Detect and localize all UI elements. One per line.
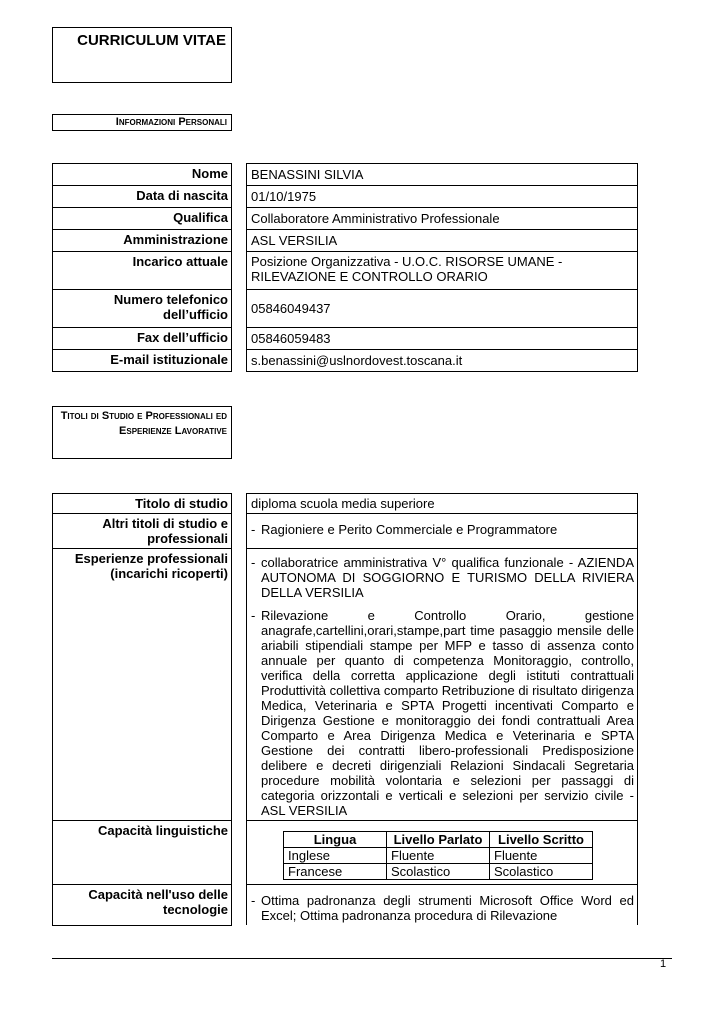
gap-cell bbox=[232, 252, 247, 290]
field-value: BENASSINI SILVIA bbox=[247, 164, 638, 186]
section-heading-personal: Informazioni Personali bbox=[52, 114, 232, 131]
table-row bbox=[53, 230, 638, 252]
field-label: Capacità linguistiche bbox=[53, 821, 232, 885]
table-row bbox=[53, 290, 638, 328]
bullet-dash: - bbox=[251, 893, 256, 908]
field-value bbox=[247, 549, 638, 821]
table-row bbox=[53, 350, 638, 372]
field-label: Qualifica bbox=[53, 208, 232, 230]
table-row bbox=[53, 208, 638, 230]
list-item-text: Rilevazione e Controllo Orario, gestione anagrafe,cartellini,orari,stampe,part time pasaggio mensile delle ariabili stipendiali stampe per MFP e tasso di assenza conto annuale per quanto di competenza Monitoraggio, controllo, verifica della corretta applicazione degli istituti contrattuali Produttività collettiva comparto Retribuzione di risultato dirigenza Medica, Veterinaria e SPTA Progetti incentivati Comparto e Dirigenza Gestione e monitoraggio dei fondi contrattuali Area Comparto e Area Dirigenza Medica e Veterinaria e SPTA Gestione dei contratti libero-professionali Predisposizione delibere e decreti dirigenziali Relazioni Sindacali Segretaria procedure mobilità volontaria e selezioni per passaggi di categoria orizzontali e verticali e selezioni per servizio civile - ASL VERSILIA bbox=[261, 608, 634, 818]
table-row bbox=[284, 848, 593, 864]
table-cell: Inglese bbox=[284, 848, 387, 864]
field-value: Posizione Organizzativa - U.O.C. RISORSE UMANE - RILEVAZIONE E CONTROLLO ORARIO bbox=[247, 252, 638, 290]
personal-info-table bbox=[52, 163, 638, 372]
field-label: Capacità nell'uso delle tecnologie bbox=[53, 885, 232, 926]
list-item bbox=[251, 555, 634, 600]
gap-cell bbox=[232, 290, 247, 328]
table-cell: Fluente bbox=[387, 848, 490, 864]
column-header: Lingua bbox=[284, 832, 387, 848]
table-row bbox=[53, 821, 638, 885]
gap-cell bbox=[232, 821, 247, 885]
page-number: 1 bbox=[660, 958, 667, 970]
field-value bbox=[247, 821, 638, 885]
field-value: Collaboratore Amministrativo Professionale bbox=[247, 208, 638, 230]
list-item bbox=[251, 522, 634, 537]
field-label: Numero telefonico dell’ufficio bbox=[53, 290, 232, 328]
table-row bbox=[53, 328, 638, 350]
gap-cell bbox=[232, 208, 247, 230]
gap-cell bbox=[232, 186, 247, 208]
field-label: E-mail istituzionale bbox=[53, 350, 232, 372]
bullet-dash: - bbox=[251, 608, 256, 623]
table-row bbox=[53, 252, 638, 290]
field-value: ASL VERSILIA bbox=[247, 230, 638, 252]
table-cell: Francese bbox=[284, 864, 387, 880]
studies-table bbox=[52, 493, 638, 926]
bullet-dash: - bbox=[251, 555, 256, 570]
section-heading-studies: Titoli di Studio e Professionali ed Esperienze Lavorative bbox=[52, 406, 232, 459]
bullet-dash: - bbox=[251, 522, 256, 537]
field-value: 05846059483 bbox=[247, 328, 638, 350]
field-label: Titolo di studio bbox=[53, 494, 232, 514]
field-value bbox=[247, 885, 638, 926]
gap-cell bbox=[232, 514, 247, 549]
list-item bbox=[251, 608, 634, 818]
gap-cell bbox=[232, 494, 247, 514]
list-item bbox=[251, 893, 634, 923]
table-cell: Scolastico bbox=[387, 864, 490, 880]
gap-cell bbox=[232, 164, 247, 186]
column-header: Livello Parlato bbox=[387, 832, 490, 848]
field-label: Esperienze professionali (incarichi ricoperti) bbox=[53, 549, 232, 821]
languages-table bbox=[283, 831, 593, 880]
field-label: Amministrazione bbox=[53, 230, 232, 252]
table-row bbox=[284, 864, 593, 880]
field-value bbox=[247, 514, 638, 549]
gap-cell bbox=[232, 350, 247, 372]
field-label: Incarico attuale bbox=[53, 252, 232, 290]
table-row bbox=[53, 885, 638, 926]
table-row bbox=[53, 494, 638, 514]
gap-cell bbox=[232, 549, 247, 821]
field-label: Altri titoli di studio e professionali bbox=[53, 514, 232, 549]
table-cell: Scolastico bbox=[490, 864, 593, 880]
field-value: diploma scuola media superiore bbox=[247, 494, 638, 514]
field-label: Fax dell’ufficio bbox=[53, 328, 232, 350]
table-row bbox=[53, 549, 638, 821]
footer-divider bbox=[52, 958, 672, 959]
cv-title: CURRICULUM VITAE bbox=[52, 27, 232, 83]
table-cell: Fluente bbox=[490, 848, 593, 864]
field-label: Nome bbox=[53, 164, 232, 186]
table-header-row bbox=[284, 832, 593, 848]
column-header: Livello Scritto bbox=[490, 832, 593, 848]
table-row bbox=[53, 164, 638, 186]
gap-cell bbox=[232, 885, 247, 926]
field-label: Data di nascita bbox=[53, 186, 232, 208]
list-item-text: Ottima padronanza degli strumenti Microsoft Office Word ed Excel; Ottima padronanza procedura di Rilevazione bbox=[261, 893, 634, 923]
table-row bbox=[53, 186, 638, 208]
list-item-text: Ragioniere e Perito Commerciale e Programmatore bbox=[261, 522, 558, 537]
table-row bbox=[53, 514, 638, 549]
list-item-text: collaboratrice amministrativa V° qualifica funzionale - AZIENDA AUTONOMA DI SOGGIORNO E TURISMO DELLA RIVIERA DELLA VERSILIA bbox=[261, 555, 634, 600]
field-value: 01/10/1975 bbox=[247, 186, 638, 208]
gap-cell bbox=[232, 328, 247, 350]
gap-cell bbox=[232, 230, 247, 252]
field-value: 05846049437 bbox=[247, 290, 638, 328]
email-value: s.benassini@uslnordovest.toscana.it bbox=[247, 350, 638, 372]
